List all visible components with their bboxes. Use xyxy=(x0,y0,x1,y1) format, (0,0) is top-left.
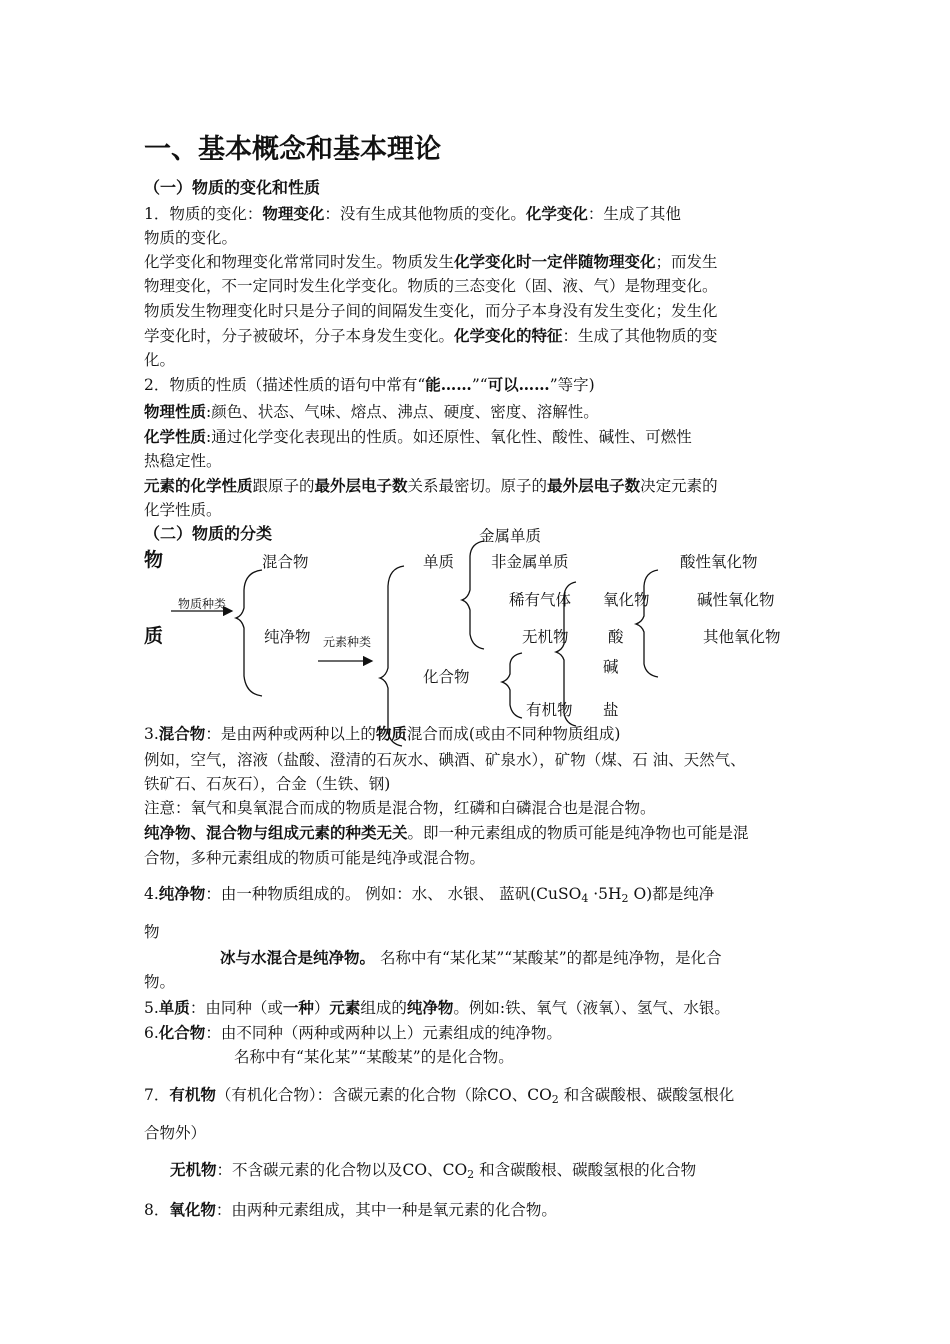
item-3-line-5 xyxy=(144,823,749,843)
item-4-line-4: 物。 xyxy=(144,973,176,991)
item-7-line-1 xyxy=(144,1085,734,1110)
emphasis-text: 能…… xyxy=(425,375,472,394)
node-metal-element: 金属单质 xyxy=(479,527,542,545)
term-pure-substance: 纯净物 xyxy=(158,884,206,903)
node-organic: 有机物 xyxy=(526,701,573,719)
paragraph-5-line-2: 热稳定性。 xyxy=(144,452,222,470)
diagram-root-top: 物 xyxy=(144,549,164,571)
text-span: 组成的 xyxy=(360,999,407,1017)
item-7-line-2: 合物外） xyxy=(144,1124,207,1142)
paragraph-6-line-2: 化学性质。 xyxy=(144,501,222,519)
term-organic: 有机物 xyxy=(169,1085,216,1104)
term-element: 单质 xyxy=(158,998,190,1017)
item-number: 3. xyxy=(144,725,159,743)
node-basic-oxide: 碱性氧化物 xyxy=(697,591,775,609)
diagram-arrow1-label: 物质种类 xyxy=(178,597,227,611)
item-number: 8． xyxy=(144,1201,170,1219)
emphasis-text: 最外层电子数 xyxy=(547,476,641,495)
diagram-root-bottom: 质 xyxy=(144,625,164,647)
emphasis-text: 一种 xyxy=(282,998,314,1017)
text-span: 化学变化和物理变化常常同时发生。物质发生 xyxy=(144,253,455,271)
emphasis-text: 化学变化的特征 xyxy=(454,326,563,345)
text-span: 2．物质的性质（描述性质的语句中常有“ xyxy=(144,376,426,394)
text-span: ：生成了其他 xyxy=(587,205,681,223)
text-span: ：是由两种或两种以上的 xyxy=(205,725,376,743)
emphasis-text: 可以…… xyxy=(487,375,550,394)
item-3-line-3: 铁矿石、石灰石），合金（生铁、钢) xyxy=(144,775,391,793)
item-3-line-6: 合物，多种元素组成的物质可能是纯净或混合物。 xyxy=(144,849,486,867)
text-span: ） xyxy=(313,999,330,1017)
emphasis-text: 元素 xyxy=(329,998,361,1017)
text-span: ：不含碳元素的化合物以及CO、CO xyxy=(216,1161,468,1179)
subscript: 2 xyxy=(621,892,629,905)
node-noble-gas: 稀有气体 xyxy=(509,591,572,609)
node-acidic-oxide: 酸性氧化物 xyxy=(680,553,758,571)
subscript: 4 xyxy=(581,892,589,905)
item-number: 5. xyxy=(144,999,159,1017)
subscript: 2 xyxy=(551,1093,559,1106)
text-span: 混合而成(或由不同种物质组成) xyxy=(406,725,621,743)
node-salt: 盐 xyxy=(603,701,619,719)
item-3-line-1 xyxy=(144,724,620,744)
node-acid: 酸 xyxy=(608,628,624,646)
text-span: 1．物质的变化： xyxy=(144,205,263,223)
term-physical-change: 物理变化 xyxy=(262,204,325,223)
node-nonmetal-element: 非金属单质 xyxy=(491,553,569,571)
item-3-line-2: 例如，空气，溶液（盐酸、澄清的石灰水、碘酒、矿泉水），矿物（煤、石 油、天然气、 xyxy=(144,751,746,769)
text-span: ：没有生成其他物质的变化。 xyxy=(324,205,526,223)
emphasis-text: 纯净物 xyxy=(406,998,454,1017)
emphasis-text: 元素的化学性质 xyxy=(144,476,253,495)
item-4-line-2: 物 xyxy=(144,923,160,941)
text-span: :通过化学变化表现出的性质。如还原性、氧化性、酸性、碱性、可燃性 xyxy=(206,428,692,446)
node-pure-substance: 纯净物 xyxy=(264,628,311,646)
term-compound: 化合物 xyxy=(158,1023,206,1042)
brace-mixture-pure xyxy=(236,570,262,696)
term-inorganic: 无机物 xyxy=(170,1160,217,1179)
item-number: 7． xyxy=(144,1086,170,1104)
node-inorganic: 无机物 xyxy=(522,628,569,646)
node-element: 单质 xyxy=(423,553,455,571)
item-6-line-1 xyxy=(144,1023,562,1043)
paragraph-1-line-2: 物质的变化。 xyxy=(144,229,238,247)
emphasis-text: 化学变化时一定伴随物理变化 xyxy=(454,252,656,271)
item-7-line-3 xyxy=(170,1160,696,1185)
diagram-arrow2-label: 元素种类 xyxy=(323,635,372,649)
text-span: ：由两种元素组成，其中一种是氧元素的化合物。 xyxy=(215,1201,557,1219)
text-span: 和含碳酸根、碳酸氢根化 xyxy=(558,1086,735,1104)
term-chemical-change: 化学变化 xyxy=(525,204,588,223)
text-span: 学变化时，分子被破坏，分子本身发生变化。 xyxy=(144,327,455,345)
text-span: ·5H xyxy=(588,885,622,903)
brace-oxide-types xyxy=(636,570,658,677)
item-8 xyxy=(144,1200,557,1220)
brace-element-compound xyxy=(380,566,404,746)
node-other-oxide: 其他氧化物 xyxy=(703,628,781,646)
paragraph-2-line-2: 物理变化，不一定同时发生化学变化。物质的三态变化（固、液、气）是物理变化。 xyxy=(144,277,718,295)
text-span: 决定元素的 xyxy=(640,477,718,495)
emphasis-text: 纯净物、混合物与组成元素的种类无关 xyxy=(144,823,408,842)
text-span: ”“ xyxy=(471,376,488,394)
text-span: ”等字) xyxy=(549,376,595,394)
brace-element-types xyxy=(462,541,484,649)
item-4-line-1 xyxy=(144,884,714,909)
text-span: 关系最密切。原子的 xyxy=(407,477,548,495)
emphasis-text: 最外层电子数 xyxy=(314,476,408,495)
emphasis-text: 物质 xyxy=(375,724,407,743)
node-oxide: 氧化物 xyxy=(603,591,650,609)
text-span: O)都是纯净 xyxy=(628,885,715,903)
node-base: 碱 xyxy=(603,658,619,676)
text-span: ：由一种物质组成的。 例如：水、 水银、 蓝矾(CuSO xyxy=(205,885,582,903)
text-span: 跟原子的 xyxy=(252,477,315,495)
item-number: 4. xyxy=(144,885,159,903)
node-mixture: 混合物 xyxy=(262,553,309,571)
text-span: :颜色、状态、气味、熔点、沸点、硬度、密度、溶解性。 xyxy=(206,403,599,421)
emphasis-text: 冰与水混合是纯净物。 xyxy=(220,948,376,967)
text-span: ：由同种（或 xyxy=(189,999,283,1017)
text-span: ：由不同种（两种或两种以上）元素组成的纯净物。 xyxy=(205,1024,562,1042)
text-span: 。例如:铁、氧气（液氧）、氢气、水银。 xyxy=(453,999,730,1017)
section-title-1: （一）物质的变化和性质 xyxy=(144,178,321,197)
item-5 xyxy=(144,998,730,1018)
term-oxide: 氧化物 xyxy=(169,1200,216,1219)
text-span: 。即一种元素组成的物质可能是纯净物也可能是混 xyxy=(407,824,749,842)
item-3-line-4: 注意：氧气和臭氧混合而成的物质是混合物，红磷和白磷混合也是混合物。 xyxy=(144,799,656,817)
term-physical-property: 物理性质 xyxy=(144,402,207,421)
text-span: 和含碳酸根、碳酸氢根的化合物 xyxy=(474,1161,697,1179)
text-span: ；而发生 xyxy=(655,253,718,271)
text-span: （有机化合物）：含碳元素的化合物（除CO、CO xyxy=(215,1086,552,1104)
text-span: 名称中有“某化某”“某酸某”的都是纯净物，是化合 xyxy=(375,949,722,967)
term-mixture: 混合物 xyxy=(158,724,206,743)
item-6-line-2: 名称中有“某化某”“某酸某”的是化合物。 xyxy=(234,1048,514,1066)
node-compound: 化合物 xyxy=(423,668,470,686)
text-span: ：生成了其他物质的变 xyxy=(562,327,718,345)
paragraph-2-line-3: 物质发生物理变化时只是分子间的间隔发生变化，而分子本身没有发生变化；发生化 xyxy=(144,302,718,320)
paragraph-2-line-5: 化。 xyxy=(144,351,176,369)
item-number: 6. xyxy=(144,1024,159,1042)
subscript: 2 xyxy=(467,1168,475,1181)
term-chemical-property: 化学性质 xyxy=(144,427,207,446)
page-title: 一、基本概念和基本理论 xyxy=(144,134,441,165)
section-title-2: （二）物质的分类 xyxy=(144,524,273,543)
item-4-line-3 xyxy=(220,948,722,968)
brace-compound-types xyxy=(502,653,522,718)
